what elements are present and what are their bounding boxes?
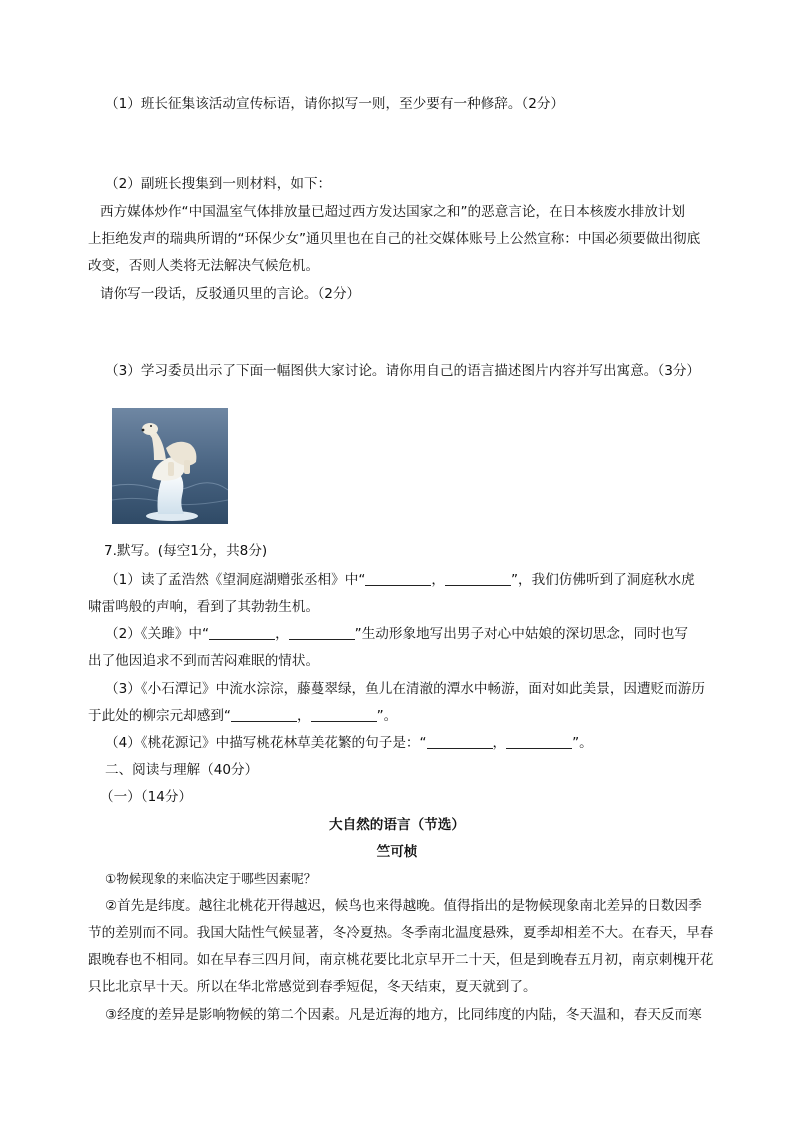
- q7-item-4-text-a: （4）《桃花源记》中描写桃花林草美花繁的句子是：“: [105, 735, 427, 751]
- q6-material-line-2: 上拒绝发声的瑞典所谓的“环保少女”通贝里也在自己的社交媒体账号上公然宣称：中国必须要做出彻底: [88, 231, 701, 247]
- q7-item-3: （3）《小石潭记》中流水淙淙，藤蔓翠绿，鱼儿在清澈的潭水中畅游，面对如此美景，因遭贬而游历: [105, 681, 705, 697]
- q6-p2-intro: （2）副班长搜集到一则材料，如下：: [105, 176, 332, 192]
- q7-item-1: [105, 570, 695, 590]
- article-paragraph-1: ①物候现象的来临决定于哪些因素呢？: [105, 871, 317, 886]
- blank-separator: ，: [492, 735, 507, 751]
- q7-item-3-text-c: ”。: [376, 708, 398, 724]
- q7-item-2-text-b: ”生动形象地写出男子对心中姑娘的深切思念，同时也写: [354, 626, 688, 642]
- q7-item-2-cont: 出了他因追求不到而苦闷难眠的情状。: [88, 653, 320, 669]
- polar-bear-on-ice-image: [112, 408, 228, 524]
- q6-material-line-3: 改变，否则人类将无法解决气候危机。: [88, 258, 320, 274]
- answer-blank[interactable]: [289, 625, 355, 640]
- blank-separator: ，: [296, 708, 311, 724]
- article-paragraph-2-line-2: 节的差别而不同。我国大陆性气候显著，冬冷夏热。冬季南北温度悬殊，夏季却相差不大。在春天，早春: [88, 925, 714, 941]
- article-author: 竺可桢: [376, 844, 418, 860]
- q7-item-2: [105, 624, 688, 644]
- article-paragraph-3-line-1: ③经度的差异是影响物候的第二个因素。凡是近海的地方，比同纬度的内陆，冬天温和，春天反而寒: [105, 1007, 702, 1023]
- q6-material-line-1: 西方媒体炒作“中国温室气体排放量已超过西方发达国家之和”的恶意言论，在日本核废水排放计划: [100, 204, 686, 220]
- q6-p1: （1）班长征集该活动宣传标语，请你拟写一则，至少要有一种修辞。（2分）: [105, 96, 565, 112]
- blank-separator: ，: [275, 626, 289, 642]
- article-paragraph-2-line-3: 跟晚春也不相同。如在早春三四月间，南京桃花要比北京早开二十天，但是到晚春五月初，南京刺槐开花: [88, 952, 714, 968]
- answer-blank[interactable]: [427, 734, 493, 749]
- article-paragraph-2-line-4: 只比北京早十天。所以在华北常感觉到春季短促，冬天结束，夏天就到了。: [88, 979, 537, 995]
- answer-blank[interactable]: [506, 734, 572, 749]
- q7-item-3-text-b: 于此处的柳宗元却感到“: [88, 708, 231, 724]
- article-title: 大自然的语言（节选）: [329, 817, 465, 833]
- answer-blank[interactable]: [209, 625, 275, 640]
- answer-blank[interactable]: [445, 571, 511, 586]
- q7-item-1-text-a: （1）读了孟浩然《望洞庭湖赠张丞相》中“: [105, 572, 366, 588]
- q7-item-4: [105, 733, 593, 753]
- answer-blank[interactable]: [311, 707, 377, 722]
- q7-item-3-cont: [88, 706, 397, 726]
- section-2-title: 二、阅读与理解（40分）: [105, 762, 259, 778]
- section-2-part-1: （一）（14分）: [100, 789, 193, 805]
- answer-blank[interactable]: [365, 571, 431, 586]
- q7-item-1-cont: 啸雷鸣般的声响，看到了其勃勃生机。: [88, 599, 320, 615]
- q7-item-4-text-b: ”。: [572, 735, 593, 751]
- q6-p2-task: 请你写一段话，反驳通贝里的言论。（2分）: [100, 286, 361, 302]
- article-paragraph-2-line-1: ②首先是纬度。越往北桃花开得越迟，候鸟也来得越晚。值得指出的是物候现象南北差异的日数因季: [105, 898, 702, 914]
- q7-title: 7.默写。(每空1分，共8分): [104, 543, 268, 559]
- answer-blank[interactable]: [231, 707, 297, 722]
- q6-p3: （3）学习委员出示了下面一幅图供大家讨论。请你用自己的语言描述图片内容并写出寓意。（3分）: [105, 363, 701, 379]
- q7-item-2-text-a: （2）《关雎》中“: [105, 626, 210, 642]
- blank-separator: ，: [431, 572, 445, 588]
- q7-item-1-text-b: ”，我们仿佛听到了洞庭秋水虎: [510, 572, 695, 588]
